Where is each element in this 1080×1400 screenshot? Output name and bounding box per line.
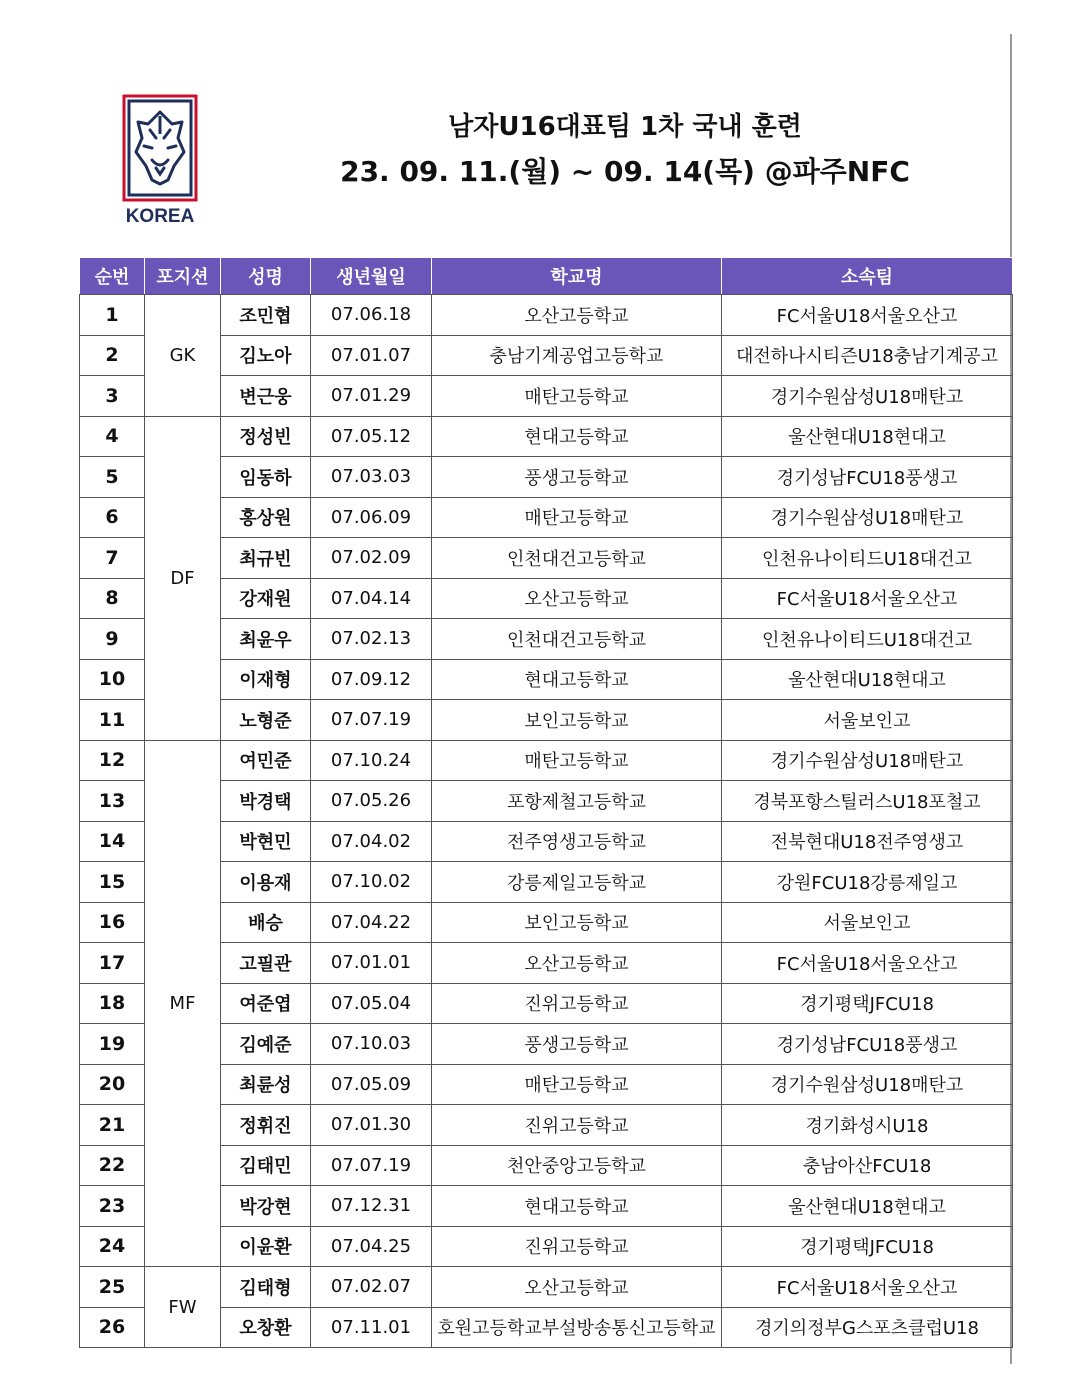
player-number: 6 bbox=[80, 497, 145, 538]
player-number: 15 bbox=[80, 862, 145, 903]
player-team: FC서울U18서울오산고 bbox=[722, 295, 1013, 336]
player-team: 인천유나이티드U18대건고 bbox=[722, 538, 1013, 579]
player-number: 4 bbox=[80, 416, 145, 457]
player-number: 21 bbox=[80, 1105, 145, 1146]
player-school: 오산고등학교 bbox=[432, 295, 722, 336]
player-name: 여민준 bbox=[221, 740, 311, 781]
player-school: 인천대건고등학교 bbox=[432, 619, 722, 660]
player-team: 경기수원삼성U18매탄고 bbox=[722, 1064, 1013, 1105]
player-number: 25 bbox=[80, 1267, 145, 1308]
player-birthdate: 07.01.01 bbox=[311, 943, 432, 984]
player-school: 천안중앙고등학교 bbox=[432, 1145, 722, 1186]
player-team: 울산현대U18현대고 bbox=[722, 659, 1013, 700]
player-number: 23 bbox=[80, 1186, 145, 1227]
player-school: 보인고등학교 bbox=[432, 700, 722, 741]
player-birthdate: 07.10.03 bbox=[311, 1024, 432, 1065]
player-school: 진위고등학교 bbox=[432, 983, 722, 1024]
player-team: 서울보인고 bbox=[722, 700, 1013, 741]
position-group: DF bbox=[145, 416, 221, 740]
player-name: 노형준 bbox=[221, 700, 311, 741]
player-team: 서울보인고 bbox=[722, 902, 1013, 943]
tiger-emblem-icon bbox=[120, 94, 200, 204]
table-row bbox=[80, 295, 1013, 336]
player-school: 오산고등학교 bbox=[432, 578, 722, 619]
player-name: 변근웅 bbox=[221, 376, 311, 417]
player-school: 포항제철고등학교 bbox=[432, 781, 722, 822]
player-team: 강원FCU18강릉제일고 bbox=[722, 862, 1013, 903]
player-birthdate: 07.04.02 bbox=[311, 821, 432, 862]
player-school: 매탄고등학교 bbox=[432, 740, 722, 781]
player-name: 강재원 bbox=[221, 578, 311, 619]
player-team: 경기성남FCU18풍생고 bbox=[722, 1024, 1013, 1065]
player-school: 현대고등학교 bbox=[432, 1186, 722, 1227]
player-number: 13 bbox=[80, 781, 145, 822]
player-school: 매탄고등학교 bbox=[432, 497, 722, 538]
roster-table bbox=[79, 257, 1013, 1348]
player-name: 배승 bbox=[221, 902, 311, 943]
player-team: 대전하나시티즌U18충남기계공고 bbox=[722, 335, 1013, 376]
column-header-school: 학교명 bbox=[432, 258, 722, 295]
table-row bbox=[80, 1267, 1013, 1308]
player-name: 오창환 bbox=[221, 1307, 311, 1348]
player-name: 임동하 bbox=[221, 457, 311, 498]
player-team: 인천유나이티드U18대건고 bbox=[722, 619, 1013, 660]
player-team: 경기수원삼성U18매탄고 bbox=[722, 376, 1013, 417]
player-number: 9 bbox=[80, 619, 145, 660]
player-team: 충남아산FCU18 bbox=[722, 1145, 1013, 1186]
player-number: 16 bbox=[80, 902, 145, 943]
page-subtitle: 23. 09. 11.(월) ~ 09. 14(목) @파주NFC bbox=[340, 155, 910, 188]
player-number: 18 bbox=[80, 983, 145, 1024]
player-team: 경기평택JFCU18 bbox=[722, 983, 1013, 1024]
column-header-birthdate: 생년월일 bbox=[311, 258, 432, 295]
player-name: 정휘진 bbox=[221, 1105, 311, 1146]
position-group: GK bbox=[145, 295, 221, 417]
player-school: 풍생고등학교 bbox=[432, 1024, 722, 1065]
player-team: 경기평택JFCU18 bbox=[722, 1226, 1013, 1267]
player-number: 14 bbox=[80, 821, 145, 862]
player-birthdate: 07.05.26 bbox=[311, 781, 432, 822]
player-name: 이용재 bbox=[221, 862, 311, 903]
player-team: 경기화성시U18 bbox=[722, 1105, 1013, 1146]
position-group: FW bbox=[145, 1267, 221, 1348]
player-name: 김태민 bbox=[221, 1145, 311, 1186]
player-number: 8 bbox=[80, 578, 145, 619]
player-number: 20 bbox=[80, 1064, 145, 1105]
player-name: 홍상원 bbox=[221, 497, 311, 538]
player-birthdate: 07.03.03 bbox=[311, 457, 432, 498]
player-birthdate: 07.02.13 bbox=[311, 619, 432, 660]
table-header-row bbox=[80, 258, 1013, 295]
player-number: 7 bbox=[80, 538, 145, 579]
player-name: 최륜성 bbox=[221, 1064, 311, 1105]
player-number: 17 bbox=[80, 943, 145, 984]
player-birthdate: 07.02.09 bbox=[311, 538, 432, 579]
player-number: 10 bbox=[80, 659, 145, 700]
player-number: 26 bbox=[80, 1307, 145, 1348]
player-school: 현대고등학교 bbox=[432, 416, 722, 457]
player-school: 현대고등학교 bbox=[432, 659, 722, 700]
player-birthdate: 07.01.30 bbox=[311, 1105, 432, 1146]
kfa-logo bbox=[120, 94, 200, 234]
player-birthdate: 07.05.12 bbox=[311, 416, 432, 457]
player-birthdate: 07.06.18 bbox=[311, 295, 432, 336]
table-row bbox=[80, 740, 1013, 781]
player-birthdate: 07.04.14 bbox=[311, 578, 432, 619]
player-birthdate: 07.04.22 bbox=[311, 902, 432, 943]
player-team: 경기의정부G스포츠클럽U18 bbox=[722, 1307, 1013, 1348]
player-birthdate: 07.01.07 bbox=[311, 335, 432, 376]
player-team: 경기수원삼성U18매탄고 bbox=[722, 740, 1013, 781]
table-row bbox=[80, 416, 1013, 457]
page-title: 남자U16대표팀 1차 국내 훈련 bbox=[448, 112, 802, 142]
player-school: 오산고등학교 bbox=[432, 1267, 722, 1308]
player-birthdate: 07.12.31 bbox=[311, 1186, 432, 1227]
player-team: 전북현대U18전주영생고 bbox=[722, 821, 1013, 862]
player-birthdate: 07.05.09 bbox=[311, 1064, 432, 1105]
player-name: 박강현 bbox=[221, 1186, 311, 1227]
player-name: 최규빈 bbox=[221, 538, 311, 579]
player-name: 정성빈 bbox=[221, 416, 311, 457]
column-header-name: 성명 bbox=[221, 258, 311, 295]
player-name: 조민협 bbox=[221, 295, 311, 336]
player-school: 진위고등학교 bbox=[432, 1226, 722, 1267]
player-school: 전주영생고등학교 bbox=[432, 821, 722, 862]
player-birthdate: 07.04.25 bbox=[311, 1226, 432, 1267]
position-group: MF bbox=[145, 740, 221, 1267]
player-number: 24 bbox=[80, 1226, 145, 1267]
player-school: 인천대건고등학교 bbox=[432, 538, 722, 579]
player-name: 김태형 bbox=[221, 1267, 311, 1308]
player-name: 김노아 bbox=[221, 335, 311, 376]
player-birthdate: 07.11.01 bbox=[311, 1307, 432, 1348]
player-birthdate: 07.05.04 bbox=[311, 983, 432, 1024]
player-number: 5 bbox=[80, 457, 145, 498]
player-name: 고필관 bbox=[221, 943, 311, 984]
player-school: 보인고등학교 bbox=[432, 902, 722, 943]
player-name: 김예준 bbox=[221, 1024, 311, 1065]
player-birthdate: 07.07.19 bbox=[311, 1145, 432, 1186]
player-birthdate: 07.01.29 bbox=[311, 376, 432, 417]
roster-body bbox=[80, 295, 1013, 1348]
player-birthdate: 07.07.19 bbox=[311, 700, 432, 741]
player-school: 호원고등학교부설방송통신고등학교 bbox=[432, 1307, 722, 1348]
player-name: 박현민 bbox=[221, 821, 311, 862]
player-number: 19 bbox=[80, 1024, 145, 1065]
player-school: 매탄고등학교 bbox=[432, 376, 722, 417]
player-name: 이윤환 bbox=[221, 1226, 311, 1267]
column-header-number: 순번 bbox=[80, 258, 145, 295]
column-header-position: 포지션 bbox=[145, 258, 221, 295]
player-number: 11 bbox=[80, 700, 145, 741]
player-number: 22 bbox=[80, 1145, 145, 1186]
player-number: 3 bbox=[80, 376, 145, 417]
player-school: 진위고등학교 bbox=[432, 1105, 722, 1146]
player-team: 경기성남FCU18풍생고 bbox=[722, 457, 1013, 498]
player-birthdate: 07.10.02 bbox=[311, 862, 432, 903]
player-name: 최윤우 bbox=[221, 619, 311, 660]
player-school: 풍생고등학교 bbox=[432, 457, 722, 498]
player-number: 1 bbox=[80, 295, 145, 336]
player-birthdate: 07.10.24 bbox=[311, 740, 432, 781]
player-birthdate: 07.09.12 bbox=[311, 659, 432, 700]
player-number: 2 bbox=[80, 335, 145, 376]
player-name: 이재형 bbox=[221, 659, 311, 700]
player-school: 강릉제일고등학교 bbox=[432, 862, 722, 903]
column-header-team: 소속팀 bbox=[722, 258, 1013, 295]
player-team: FC서울U18서울오산고 bbox=[722, 943, 1013, 984]
player-birthdate: 07.06.09 bbox=[311, 497, 432, 538]
player-name: 박경택 bbox=[221, 781, 311, 822]
player-school: 매탄고등학교 bbox=[432, 1064, 722, 1105]
player-birthdate: 07.02.07 bbox=[311, 1267, 432, 1308]
player-team: 경북포항스틸러스U18포철고 bbox=[722, 781, 1013, 822]
player-number: 12 bbox=[80, 740, 145, 781]
player-team: 경기수원삼성U18매탄고 bbox=[722, 497, 1013, 538]
player-team: FC서울U18서울오산고 bbox=[722, 1267, 1013, 1308]
player-team: 울산현대U18현대고 bbox=[722, 416, 1013, 457]
player-name: 여준엽 bbox=[221, 983, 311, 1024]
player-school: 충남기계공업고등학교 bbox=[432, 335, 722, 376]
player-team: 울산현대U18현대고 bbox=[722, 1186, 1013, 1227]
player-school: 오산고등학교 bbox=[432, 943, 722, 984]
logo-text: KOREA bbox=[125, 206, 195, 227]
player-team: FC서울U18서울오산고 bbox=[722, 578, 1013, 619]
